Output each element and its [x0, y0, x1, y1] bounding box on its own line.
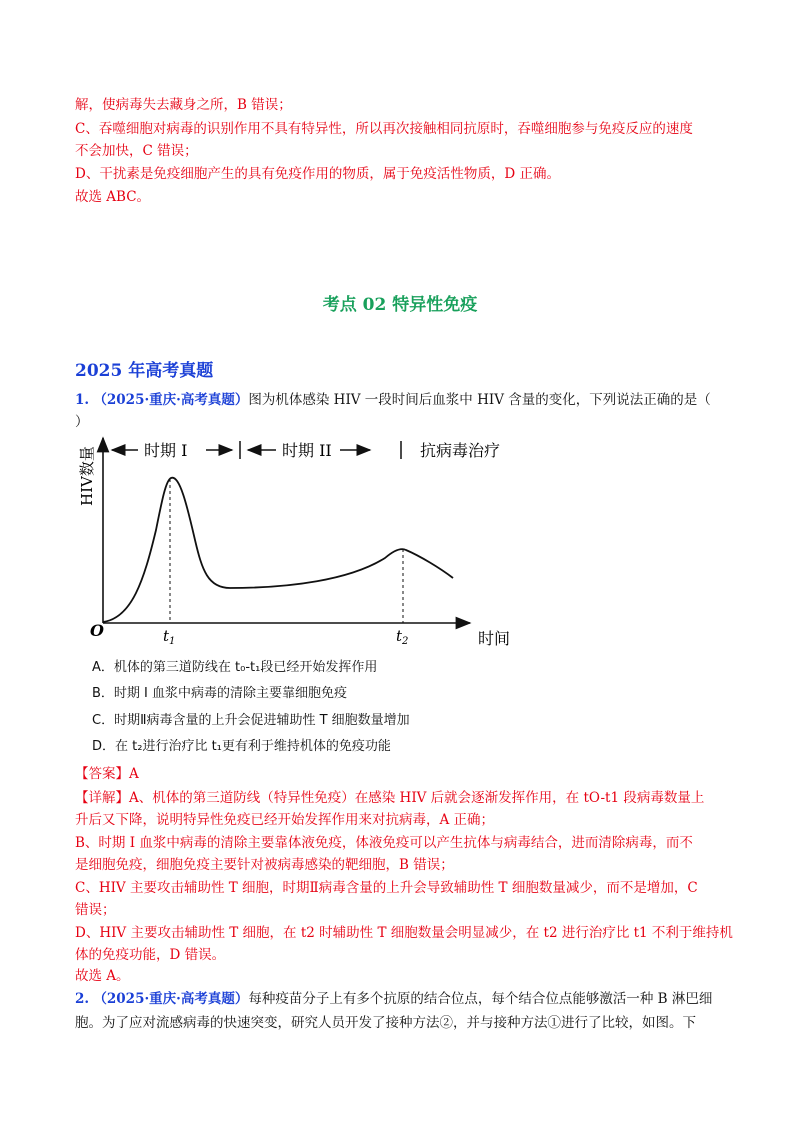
option-d: D．在 t₂进行治疗比 t₁更有利于维持机体的免疫功能 — [92, 739, 391, 754]
q1-stem-end: ） — [75, 414, 89, 430]
therapy-label: 抗病毒治疗 — [420, 441, 501, 460]
q2-source: （2025·重庆·高考真题） — [93, 991, 249, 1007]
q1-explain-line: 【详解】A、机体的第三道防线（特异性免疫）在感染 HIV 后就会逐渐发挥作用，在 tO-t1 段病毒数量上 — [75, 790, 705, 806]
prev-explain-line: 故选 ABC。 — [75, 189, 151, 205]
q1-explain-line: D、HIV 主要攻击辅助性 T 细胞，在 t2 时辅助性 T 细胞数量会明显减少，在 t2 进行治疗比 t1 不利于维持机 — [75, 925, 733, 941]
q1-source: （2025·重庆·高考真题） — [93, 392, 249, 408]
hiv-curve — [103, 478, 453, 622]
q2-number: 2. — [75, 991, 90, 1007]
q1-explain-line: 升后又下降，说明特异性免疫已经开始发挥作用来对抗病毒，A 正确； — [75, 812, 495, 828]
period2-label: 时期 II — [282, 441, 332, 460]
section-title: 考点 02 特异性免疫 — [322, 295, 478, 315]
prev-explain-line: D、干扰素是免疫细胞产生的具有免疫作用的物质，属于免疫活性物质，D 正确。 — [75, 166, 560, 182]
prev-explain-line: C、吞噬细胞对病毒的识别作用不具有特异性，所以再次接触相同抗原时，吞噬细胞参与免疫反应的速度 — [75, 121, 693, 137]
q2-stem-text: 每种疫苗分子上有多个抗原的结合位点，每个结合位点能够激活一种 B 淋巴细 — [248, 991, 713, 1007]
period1-label: 时期 I — [144, 441, 188, 460]
q1-number: 1. — [75, 392, 90, 408]
hiv-figure — [70, 430, 530, 650]
q1-explain-line: 故选 A。 — [75, 968, 130, 984]
q2-stem — [75, 989, 712, 1009]
t1-label: $t_1$ — [163, 627, 176, 647]
q1-answer: 【答案】A — [75, 766, 139, 782]
origin-label: O — [90, 621, 104, 640]
prev-explain-line: 解，使病毒失去藏身之所，B 错误； — [75, 97, 292, 113]
q1-explain-line: B、时期 I 血浆中病毒的清除主要靠体液免疫，体液免疫可以产生抗体与病毒结合，进而清除病毒，而不 — [75, 835, 693, 851]
q1-stem — [75, 390, 711, 410]
year-heading: 2025 年高考真题 — [75, 361, 214, 381]
x-axis-label: 时间 — [478, 629, 511, 648]
q1-explain-line: 是细胞免疫，细胞免疫主要针对被病毒感染的靶细胞，B 错误； — [75, 857, 454, 873]
t2-label: $t_2$ — [396, 627, 409, 647]
option-c: C．时期Ⅱ病毒含量的上升会促进辅助性 T 细胞数量增加 — [92, 713, 410, 728]
q1-explain-line: 体的免疫功能，D 错误。 — [75, 947, 226, 963]
q1-explain-line: C、HIV 主要攻击辅助性 T 细胞，时期Ⅱ病毒含量的上升会导致辅助性 T 细胞数量减少，而不是增加，C — [75, 880, 698, 896]
y-axis-label: HIV数量 — [78, 446, 96, 506]
prev-explain-line: 不会加快，C 错误； — [75, 143, 198, 159]
q1-explain-line: 错误； — [75, 902, 116, 918]
q1-stem-text: 图为机体感染 HIV 一段时间后血浆中 HIV 含量的变化，下列说法正确的是（ — [248, 392, 711, 408]
option-a: A．机体的第三道防线在 t₀-t₁段已经开始发挥作用 — [92, 660, 378, 675]
option-b: B．时期 I 血浆中病毒的清除主要靠细胞免疫 — [92, 686, 348, 701]
q2-stem-line2: 胞。为了应对流感病毒的快速突变，研究人员开发了接种方法②，并与接种方法①进行了比较，如图。下 — [75, 1015, 696, 1031]
